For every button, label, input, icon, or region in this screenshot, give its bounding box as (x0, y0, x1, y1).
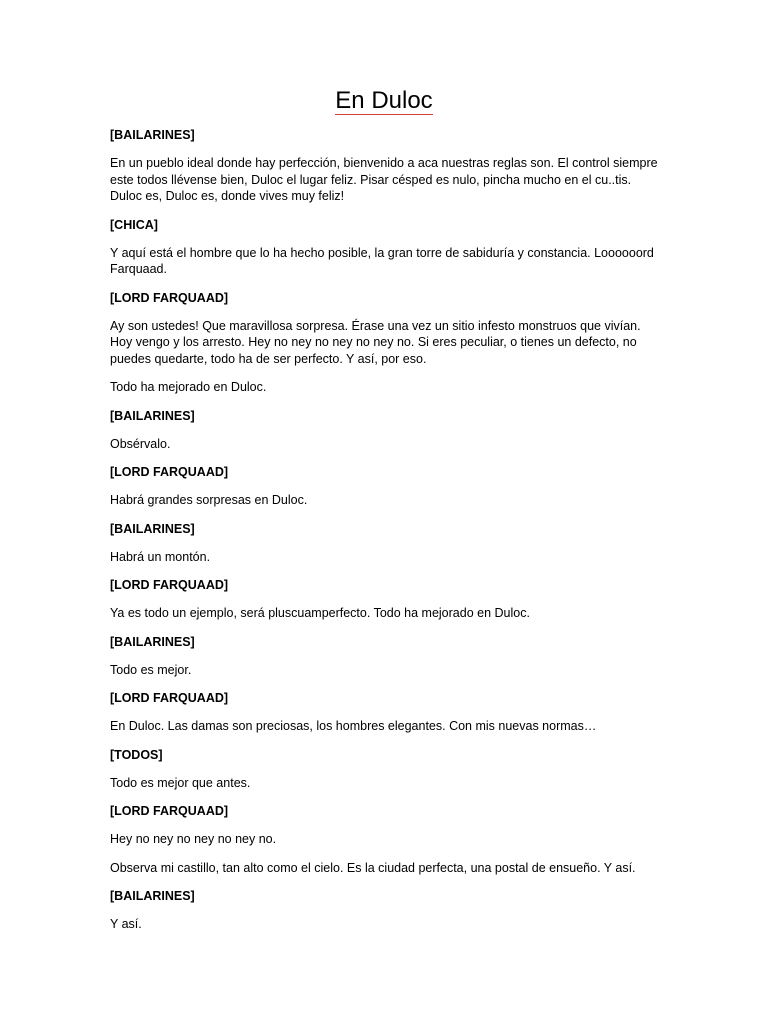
speaker-heading: [LORD FARQUAAD] (110, 804, 229, 818)
speaker-heading: [TODOS] (110, 747, 163, 762)
speaker-heading: [LORD FARQUAAD] (110, 465, 229, 479)
speaker-heading: [BAILARINES] (110, 634, 195, 649)
speaker-heading: [LORD FARQUAAD] (110, 691, 229, 705)
dialogue-line: Habrá un montón. (110, 549, 211, 564)
speaker-heading: [CHICA] (110, 217, 158, 232)
page-title (0, 86, 768, 116)
dialogue-line: Todo es mejor que antes. (110, 775, 251, 790)
dialogue-line: Todo ha mejorado en Duloc. (110, 380, 267, 394)
dialogue-line: En un pueblo ideal donde hay perfección, bienvenido a aca nuestras reglas son. El control siempre este todos llévense bien, Duloc el lugar feliz. Pisar césped es nulo, pincha mucho en el cu..tis. Duloc es, Duloc es, donde vives muy feliz! (110, 156, 658, 203)
dialogue-line: Y así. (110, 917, 142, 931)
dialogue-line: Hey no ney no ney no ney no. (110, 832, 277, 846)
dialogue-line: En Duloc. Las damas son preciosas, los hombres elegantes. Con mis nuevas normas… (110, 719, 597, 733)
dialogue-line: Observa mi castillo, tan alto como el cielo. Es la ciudad perfecta, una postal de ensueño. Y así. (110, 860, 636, 875)
dialogue-line: Todo es mejor. (110, 662, 192, 677)
dialogue-line: Ay son ustedes! Que maravillosa sorpresa. Érase una vez un sitio infesto monstruos que vivían. Hoy vengo y los arresto. Hey no ney no ney no ney no. Si eres peculiar, o tienes un defecto, no puedes quedarte, todo ha de ser perfecto. Y así, por eso. (110, 318, 641, 366)
title-text: En Duloc (335, 87, 433, 114)
speaker-heading: [BAILARINES] (110, 408, 195, 423)
dialogue-line: Obsérvalo. (110, 436, 171, 451)
speaker-heading: [LORD FARQUAAD] (110, 290, 229, 305)
script-body (110, 127, 665, 945)
speaker-heading: [BAILARINES] (110, 521, 195, 536)
dialogue-line: Ya es todo un ejemplo, será pluscuamperfecto. Todo ha mejorado en Duloc. (110, 606, 530, 620)
speaker-heading: [BAILARINES] (110, 128, 195, 142)
speaker-heading: [BAILARINES] (110, 889, 195, 903)
dialogue-line: Habrá grandes sorpresas en Duloc. (110, 493, 308, 507)
speaker-heading: [LORD FARQUAAD] (110, 578, 229, 592)
dialogue-line: Y aquí está el hombre que lo ha hecho posible, la gran torre de sabiduría y constancia. Loooooord Farquaad. (110, 245, 654, 276)
